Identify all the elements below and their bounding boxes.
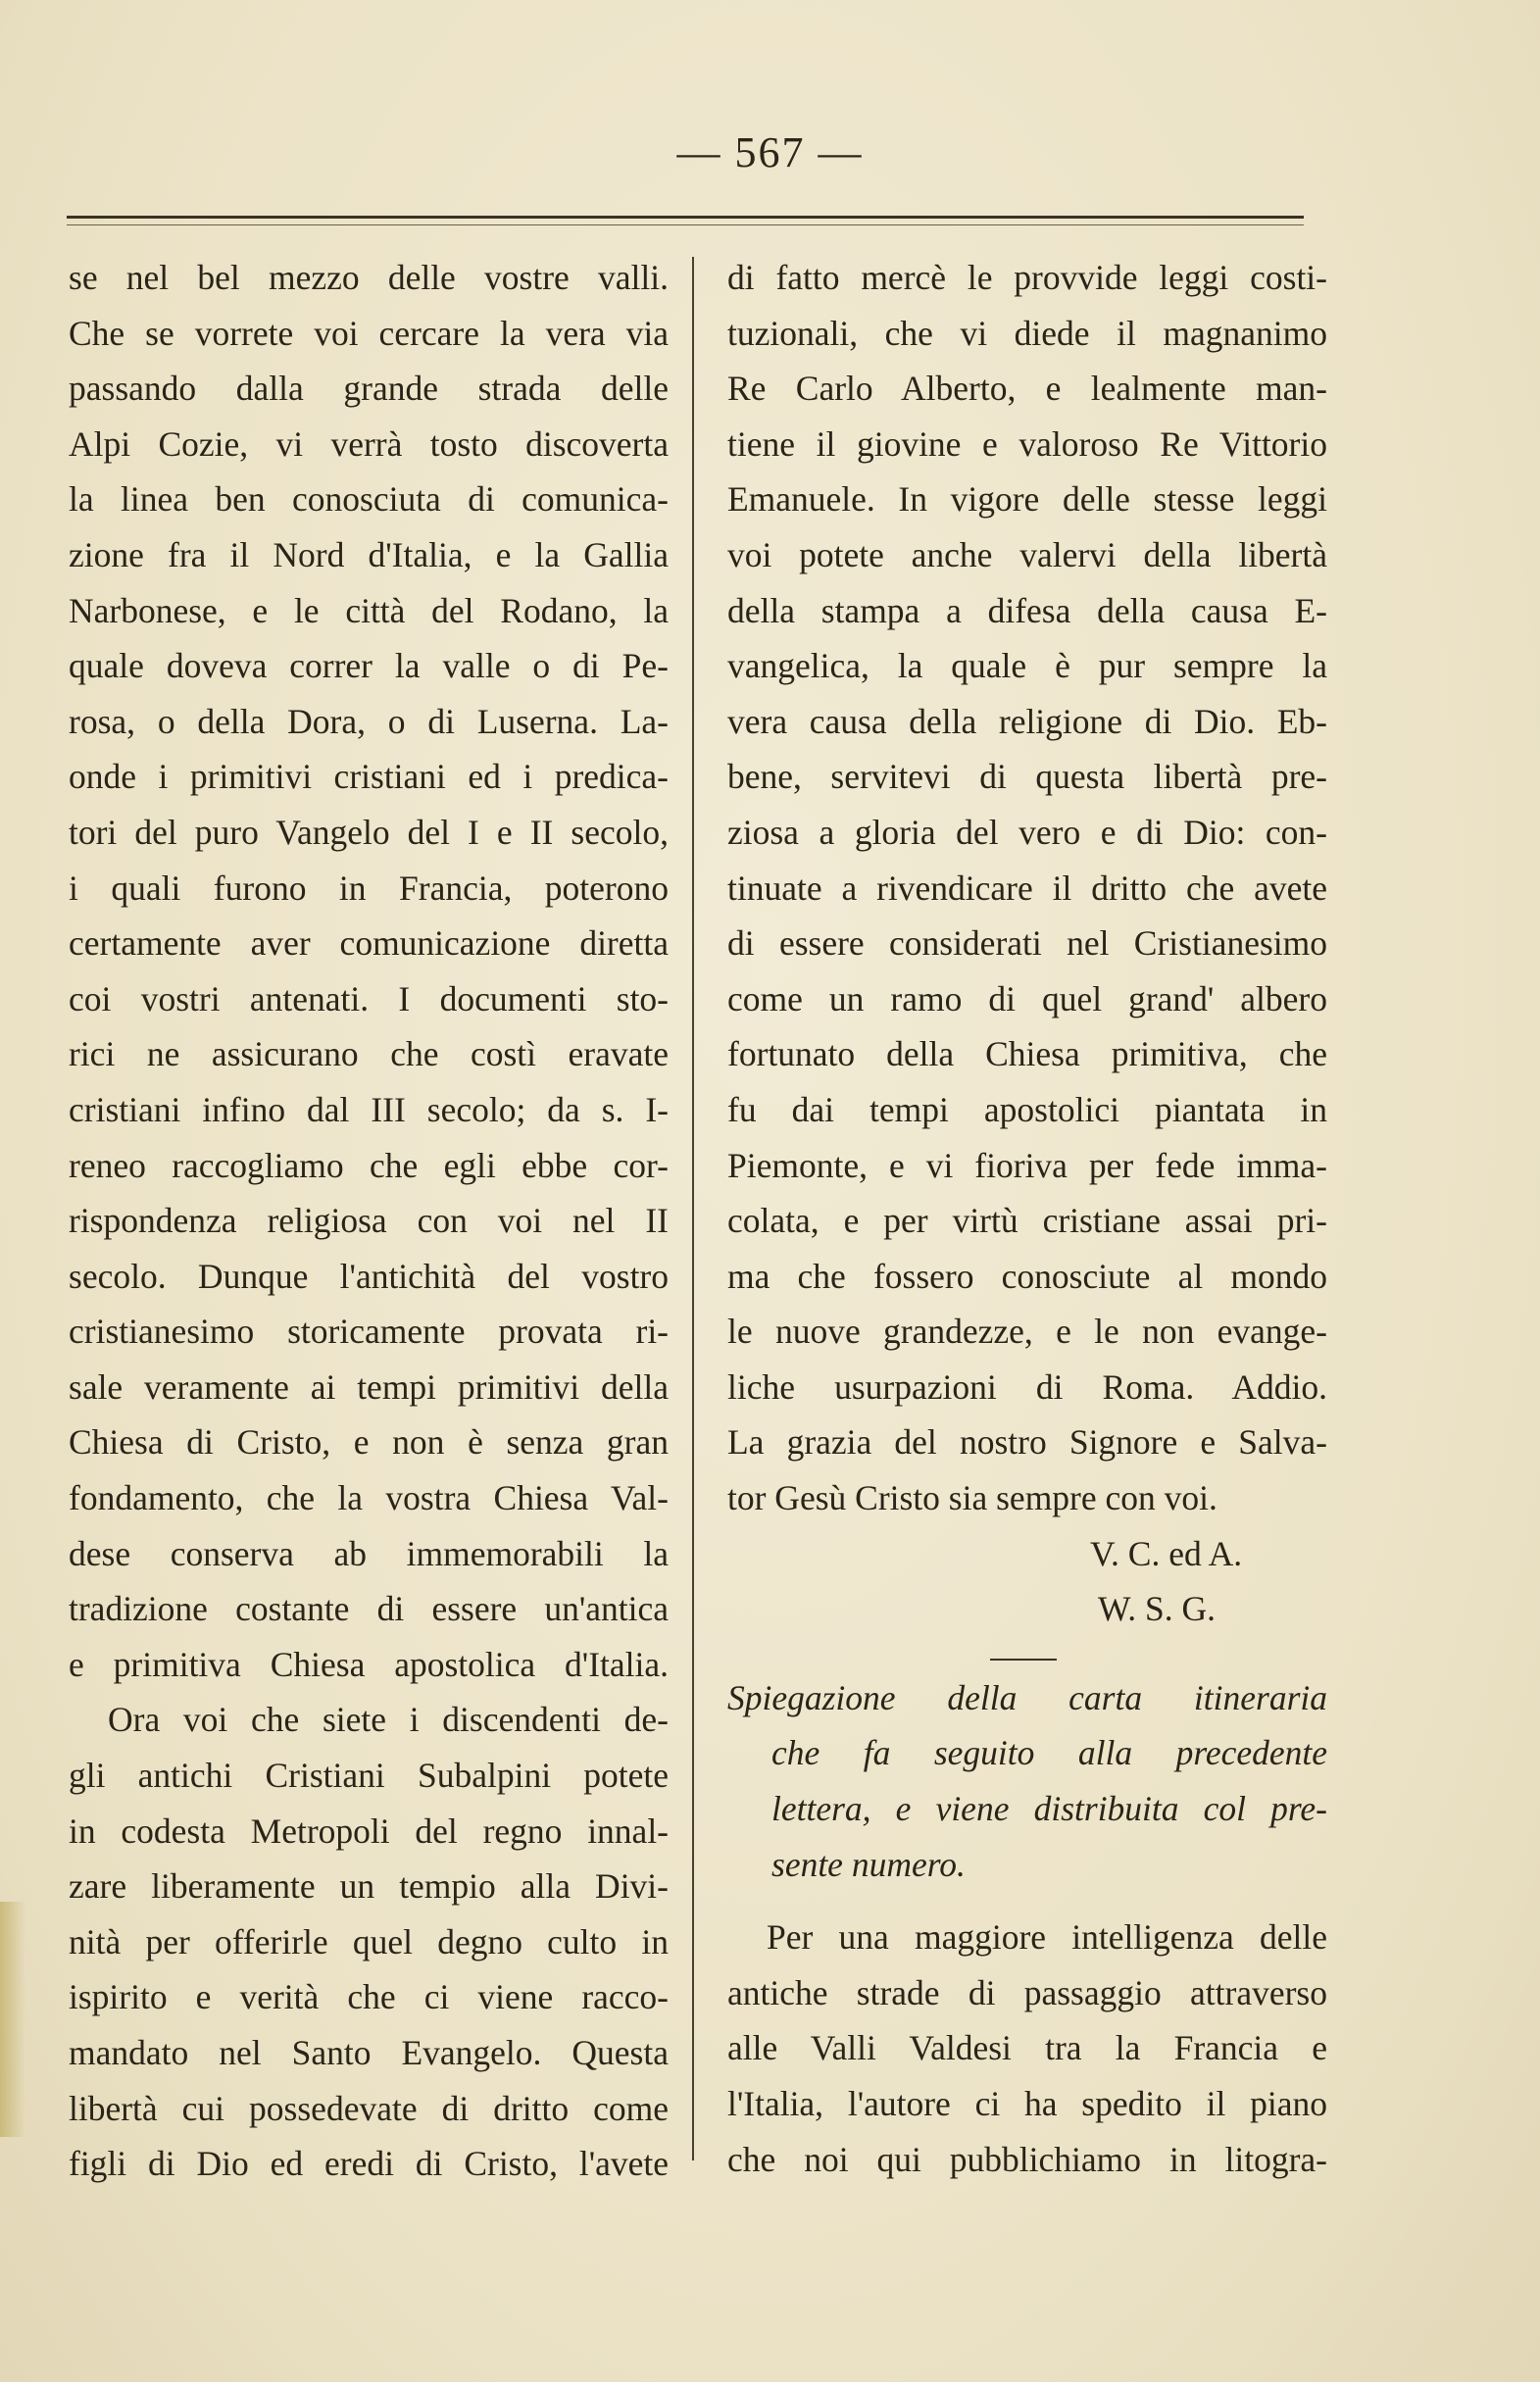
text-line: tinuate a rivendicare il dritto che avete: [727, 868, 1327, 908]
text-line: Piemonte, e vi fioriva per fede imma-: [727, 1145, 1327, 1185]
text-line: tuzionali, che vi diede il magnanimo: [727, 313, 1327, 353]
text-line: mandato nel Santo Evangelo. Questa: [69, 2033, 669, 2072]
text-line: fortunato della Chiesa primitiva, che: [727, 1034, 1327, 1074]
text-line: nità per offerirle quel degno culto in: [69, 1921, 669, 1961]
text-line: passando dalla grande strada delle: [69, 369, 669, 409]
text-line: Emanuele. In vigore delle stesse leggi: [727, 479, 1327, 520]
text-line: Re Carlo Alberto, e lealmente man-: [727, 369, 1327, 409]
text-line: libertà cui possedevate di dritto come: [69, 2088, 669, 2128]
text-line: zione fra il Nord d'Italia, e la Gallia: [69, 534, 669, 574]
text-line: Per una maggiore intelligenza delle: [767, 1917, 1327, 1958]
section-divider: [990, 1659, 1057, 1661]
text-line: ziosa a gloria del vero e di Dio: con-: [727, 812, 1327, 852]
text-line: tori del puro Vangelo del I e II secolo,: [69, 812, 669, 852]
text-line: rici ne assicurano che costì eravate: [69, 1034, 669, 1074]
text-line: reneo raccogliamo che egli ebbe cor-: [69, 1145, 669, 1185]
text-line: figli di Dio ed eredi di Cristo, l'avete: [69, 2144, 669, 2184]
text-line: sale veramente ai tempi primitivi della: [69, 1366, 669, 1407]
section-heading-line: che fa seguito alla precedente: [771, 1733, 1327, 1773]
text-line: tradizione costante di essere un'antica: [69, 1589, 669, 1629]
column-divider: [692, 257, 694, 2160]
text-line: secolo. Dunque l'antichità del vostro: [69, 1256, 669, 1296]
text-line: che noi qui pubblichiamo in litogra-: [727, 2139, 1327, 2179]
text-line: ma che fossero conosciute al mondo: [727, 1256, 1327, 1296]
text-line: vangelica, la quale è pur sempre la: [727, 646, 1327, 686]
text-line: di essere considerati nel Cristianesimo: [727, 923, 1327, 964]
text-line: tor Gesù Cristo sia sempre con voi.: [727, 1478, 1217, 1518]
text-line: Alpi Cozie, vi verrà tosto discoverta: [69, 423, 669, 464]
text-line: gli antichi Cristiani Subalpini potete: [69, 1756, 669, 1796]
section-heading-line: lettera, e viene distribuita col pre-: [771, 1789, 1327, 1829]
text-line: dese conserva ab immemorabili la: [69, 1533, 669, 1573]
text-line: rosa, o della Dora, o di Luserna. La-: [69, 701, 669, 741]
text-line: cristianesimo storicamente provata ri-: [69, 1312, 669, 1352]
text-line: Narbonese, e le città del Rodano, la: [69, 590, 669, 630]
text-line: Che se vorrete voi cercare la vera via: [69, 313, 669, 353]
text-line: della stampa a difesa della causa E-: [727, 590, 1327, 630]
page-number: — 567 —: [676, 128, 864, 176]
text-line: l'Italia, l'autore ci ha spedito il piano: [727, 2084, 1327, 2123]
text-line: vera causa della religione di Dio. Eb-: [727, 701, 1327, 741]
paper-stain: [0, 1902, 25, 2137]
text-line: la linea ben conosciuta di comunica-: [69, 479, 669, 520]
text-line: colata, e per virtù cristiane assai pri-: [727, 1201, 1327, 1241]
text-line: fu dai tempi apostolici piantata in: [727, 1089, 1327, 1129]
text-line: in codesta Metropoli del regno innal-: [69, 1811, 669, 1851]
text-line: certamente aver comunicazione diretta: [69, 923, 669, 964]
text-line: Ora voi che siete i discendenti de-: [108, 1700, 669, 1740]
text-line: alle Valli Valdesi tra la Francia e: [727, 2028, 1327, 2068]
left-column: [69, 250, 669, 2192]
text-line: come un ramo di quel grand' albero: [727, 978, 1327, 1018]
section-heading-line: Spiegazione della carta itineraria: [727, 1677, 1327, 1717]
text-line: onde i primitivi cristiani ed i predica-: [69, 757, 669, 797]
text-line: antiche strade di passaggio attraverso: [727, 1972, 1327, 2012]
signature-initials: W. S. G.: [1098, 1589, 1217, 1629]
text-line: cristiani infino dal III secolo; da s. I-: [69, 1089, 669, 1129]
text-line: zare liberamente un tempio alla Divi-: [69, 1866, 669, 1907]
signature-initials: V. C. ed A.: [1090, 1533, 1243, 1573]
text-line: quale doveva correr la valle o di Pe-: [69, 646, 669, 686]
text-line: La grazia del nostro Signore e Salva-: [727, 1422, 1327, 1463]
text-line: liche usurpazioni di Roma. Addio.: [727, 1366, 1327, 1407]
text-line: bene, servitevi di questa libertà pre-: [727, 757, 1327, 797]
text-line: fondamento, che la vostra Chiesa Val-: [69, 1478, 669, 1518]
text-line: ispirito e verità che ci viene racco-: [69, 1977, 669, 2017]
header-rule-thin: [67, 224, 1304, 225]
text-line: di fatto mercè le provvide leggi costi-: [727, 258, 1327, 297]
text-line: coi vostri antenati. I documenti sto-: [69, 978, 669, 1018]
text-line: se nel bel mezzo delle vostre valli.: [69, 258, 669, 297]
section-heading-line: sente numero.: [771, 1844, 966, 1884]
right-column: [727, 250, 1327, 2187]
text-line: le nuove grandezze, e le non evange-: [727, 1312, 1327, 1352]
text-line: tiene il giovine e valoroso Re Vittorio: [727, 423, 1327, 464]
text-line: rispondenza religiosa con voi nel II: [69, 1201, 669, 1241]
text-line: Chiesa di Cristo, e non è senza gran: [69, 1422, 669, 1463]
text-line: voi potete anche valervi della libertà: [727, 534, 1327, 574]
text-line: i quali furono in Francia, poterono: [69, 868, 669, 908]
header-rule: [67, 216, 1304, 219]
text-line: e primitiva Chiesa apostolica d'Italia.: [69, 1644, 669, 1684]
